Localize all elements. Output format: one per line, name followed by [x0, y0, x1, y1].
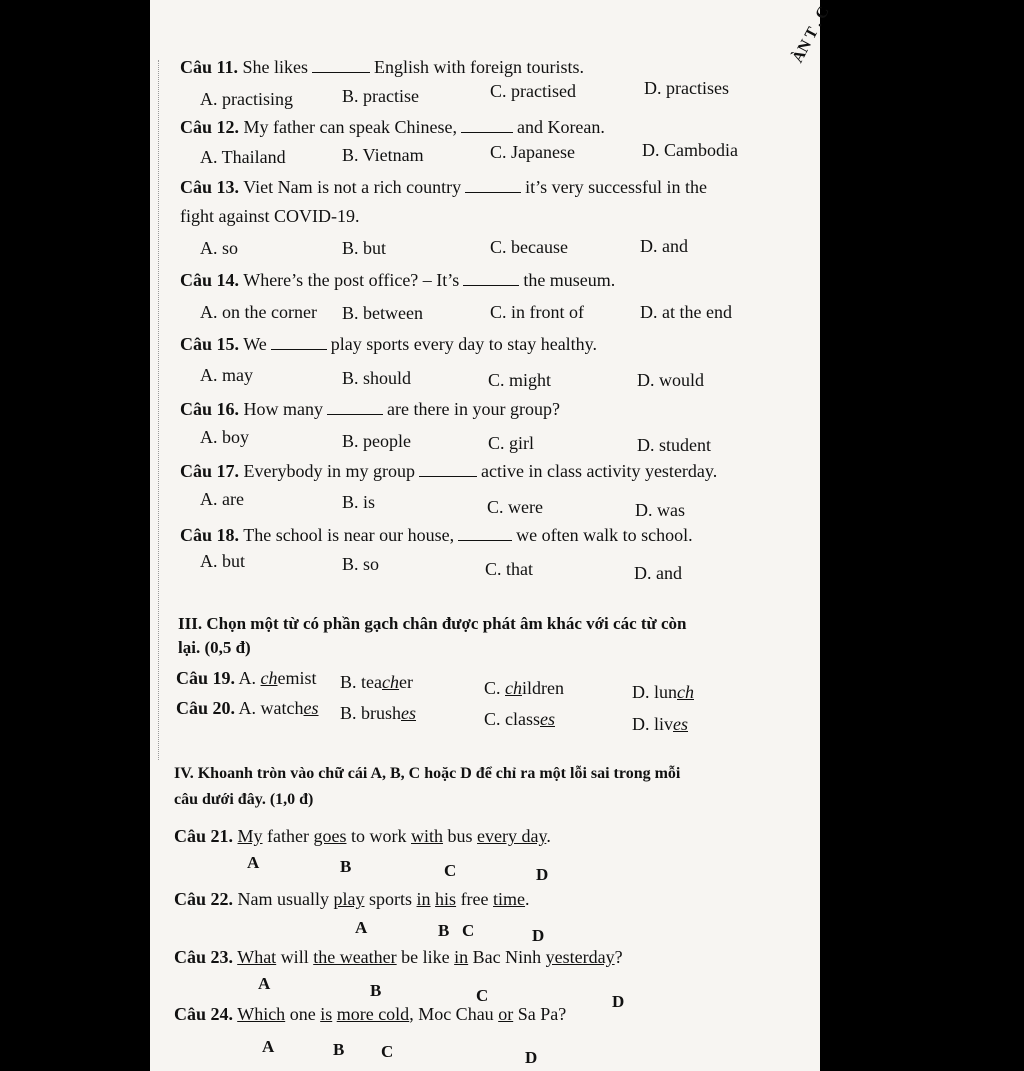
section-3-points: lại. (0,5 đ)	[178, 638, 251, 657]
error-letter-b: B	[438, 921, 450, 940]
answer-blank	[458, 526, 512, 541]
question-13: Câu 13. Viet Nam is not a rich country it’s very successful in the	[180, 177, 708, 197]
section-3-heading: III. Chọn một từ có phần gạch chân được phát âm khác với các từ còn	[178, 614, 687, 633]
option-d: D. at the end	[640, 302, 732, 322]
question-16: Câu 16. How many are there in your group?	[180, 399, 560, 419]
question-22: Câu 22. Nam usually play sports in his free time.	[174, 889, 530, 909]
question-19: Câu 19. A. chemist	[176, 668, 317, 688]
option-c: C. children	[484, 678, 565, 698]
option-a: A. practising	[200, 89, 293, 109]
answer-blank	[419, 462, 477, 477]
option-b: B. practise	[342, 86, 419, 106]
error-letter-a: A	[258, 974, 271, 993]
section-4-heading: IV. Khoanh tròn vào chữ cái A, B, C hoặc D để chỉ ra một lỗi sai trong mỗi	[174, 765, 681, 782]
option-c: C. Japanese	[490, 142, 575, 162]
error-letter-b: B	[333, 1040, 345, 1059]
question-17: Câu 17. Everybody in my group active in class activity yesterday.	[180, 461, 718, 481]
option-a: A. but	[200, 551, 245, 571]
question-24: Câu 24. Which one is more cold, Moc Chau or Sa Pa?	[174, 1004, 567, 1024]
error-letter-d: D	[525, 1048, 538, 1067]
option-b: B. so	[342, 554, 380, 574]
option-c: C. in front of	[490, 302, 584, 322]
answer-blank	[312, 58, 370, 73]
section-4-points: câu dưới đây. (1,0 đ)	[174, 791, 314, 808]
option-d: D. Cambodia	[642, 140, 738, 160]
option-c: C. were	[487, 497, 543, 517]
option-c: C. that	[485, 559, 533, 579]
option-a: A. Thailand	[200, 147, 286, 167]
error-letter-c: C	[476, 986, 489, 1005]
answer-blank	[271, 335, 327, 350]
error-letter-c: C	[381, 1042, 394, 1061]
answer-blank	[461, 118, 513, 133]
error-letter-a: A	[262, 1037, 275, 1056]
option-b: B. brushes	[340, 703, 417, 723]
option-c: C. girl	[488, 433, 535, 453]
error-letter-d: D	[532, 926, 545, 945]
option-b: B. people	[342, 431, 411, 451]
margin-line	[158, 60, 159, 760]
error-letter-b: B	[370, 981, 382, 1000]
question-21: Câu 21. My father goes to work with bus every day.	[174, 826, 551, 846]
question-18: Câu 18. The school is near our house, we often walk to school.	[180, 525, 693, 545]
option-b: B. teacher	[340, 672, 413, 692]
option-a: A. may	[200, 365, 253, 385]
option-d: D. and	[634, 563, 682, 583]
option-c: C. practised	[490, 81, 576, 101]
option-b: B. but	[342, 238, 387, 258]
option-d: D. practises	[644, 78, 729, 98]
question-15: Câu 15. We play sports every day to stay healthy.	[180, 334, 598, 354]
exam-paper	[150, 0, 834, 1071]
option-c: C. might	[488, 370, 552, 390]
option-a: A. boy	[200, 427, 249, 447]
option-b: B. should	[342, 368, 412, 388]
option-b: B. Vietnam	[342, 145, 424, 165]
option-a: A. are	[200, 489, 244, 509]
error-letter-c: C	[462, 921, 475, 940]
option-d: D. student	[637, 435, 711, 455]
option-a: A. on the corner	[200, 302, 317, 322]
question-20: Câu 20. A. watches	[176, 698, 319, 718]
answer-blank	[465, 178, 521, 193]
option-b: B. between	[342, 303, 423, 323]
option-d: D. would	[637, 370, 704, 390]
question-11: Câu 11. She likes English with foreign tourists.	[180, 57, 585, 77]
option-c: C. because	[490, 237, 568, 257]
option-d: D. lives	[632, 714, 689, 734]
corner-text: ÀN T . C	[789, 4, 834, 66]
answer-blank	[327, 400, 383, 415]
question-14: Câu 14. Where’s the post office? – It’s the museum.	[180, 270, 616, 290]
answer-blank	[463, 271, 519, 286]
option-d: D. lunch	[632, 682, 694, 702]
option-b: B. is	[342, 492, 376, 512]
option-c: C. classes	[484, 709, 555, 729]
error-letter-a: A	[355, 918, 368, 937]
question-12: Câu 12. My father can speak Chinese, and Korean.	[180, 117, 605, 137]
question-23: Câu 23. What will the weather be like in Bac Ninh yesterday?	[174, 947, 623, 967]
error-letter-c: C	[444, 861, 457, 880]
error-letter-b: B	[340, 857, 352, 876]
option-d: D. and	[640, 236, 688, 256]
error-letter-a: A	[247, 853, 260, 872]
error-letter-d: D	[536, 865, 549, 884]
question-13-continued: fight against COVID-19.	[180, 206, 360, 226]
error-letter-d: D	[612, 992, 625, 1011]
option-d: D. was	[635, 500, 685, 520]
option-a: A. so	[200, 238, 239, 258]
